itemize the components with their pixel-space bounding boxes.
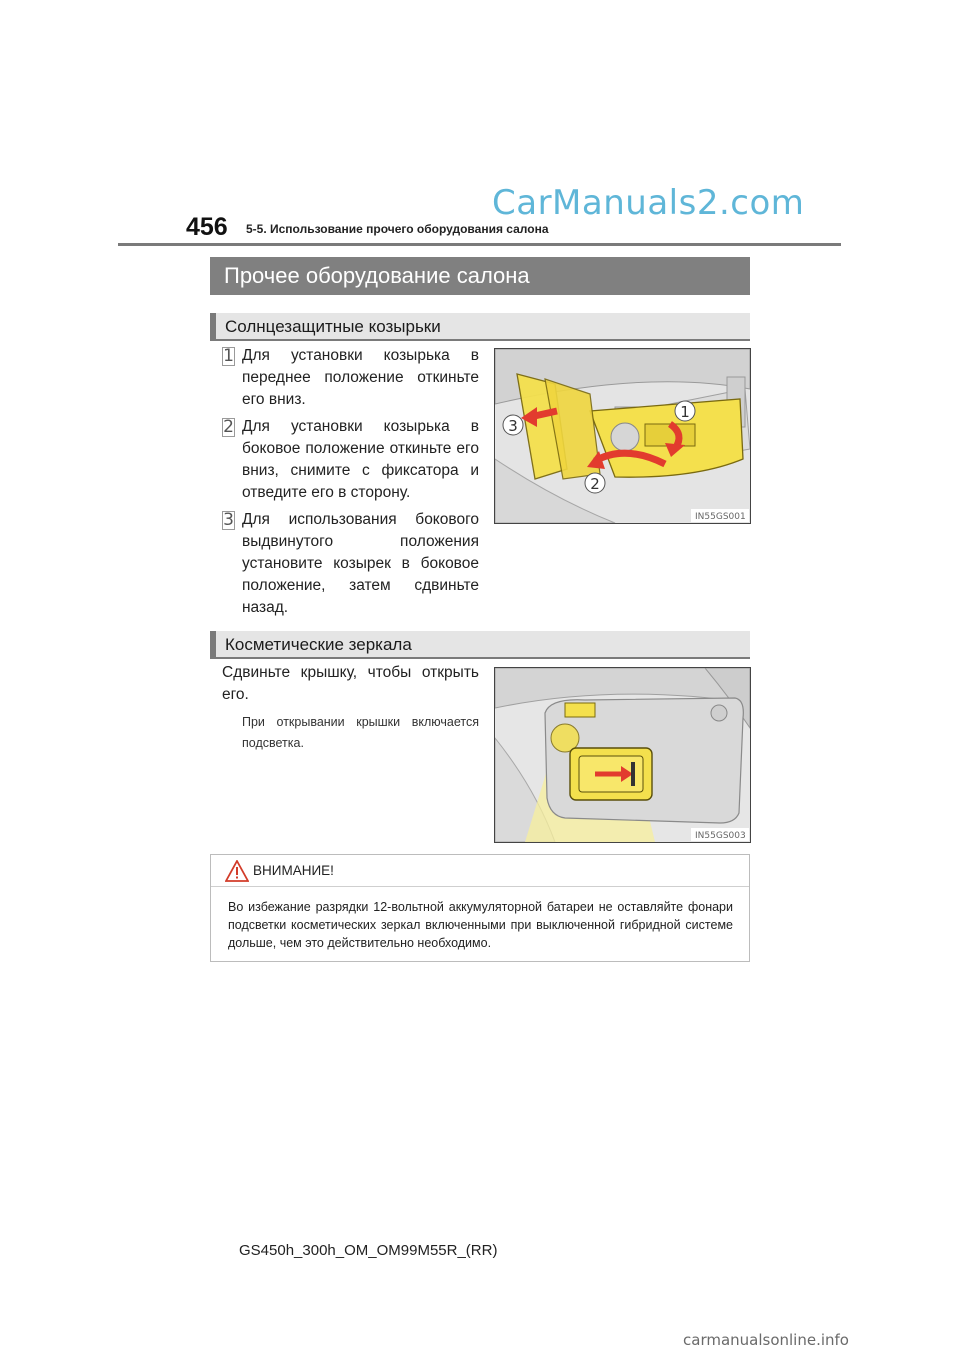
section-title: 5-5. Использование прочего оборудования салона bbox=[246, 222, 549, 236]
caution-label: ВНИМАНИЕ! bbox=[253, 863, 334, 878]
figure-code: IN55GS001 bbox=[695, 512, 746, 522]
step-text: Для установки козырька в переднее положение откиньте его вниз. bbox=[242, 347, 479, 408]
sunvisor-figure bbox=[494, 348, 751, 524]
step-number: 1 bbox=[223, 346, 234, 366]
watermark-bottom: carmanualsonline.info bbox=[683, 1331, 849, 1349]
subheading-sunvisors-label: Солнцезащитные козырьки bbox=[225, 317, 441, 336]
step-number: 2 bbox=[223, 417, 234, 437]
watermark-top: CarManuals2.com bbox=[492, 183, 805, 223]
caution-text: Во избежание разрядки 12-вольтной аккумуляторной батареи не оставляйте фонари подсветки косметических зеркал включенными при выключенной гибридной системе дольше, чем это действительно необходимо. bbox=[228, 900, 733, 950]
callout-3: 3 bbox=[508, 417, 518, 435]
page-number: 456 bbox=[186, 213, 228, 241]
mirror-note: При открывании крышки включается подсветка. bbox=[242, 715, 479, 750]
sunvisor-illustration bbox=[495, 349, 750, 523]
caution-divider bbox=[211, 886, 749, 887]
callout-2: 2 bbox=[590, 475, 600, 493]
mirror-text: Сдвиньте крышку, чтобы открыть его. bbox=[222, 664, 479, 703]
step-text: Для использования бокового выдвинутого положения установите козырек в боковое положение, затем сдвиньте назад. bbox=[242, 511, 479, 616]
subheading-bar bbox=[210, 631, 216, 657]
caution-header bbox=[211, 855, 749, 885]
mirror-figure bbox=[494, 667, 751, 843]
warning-triangle-icon bbox=[225, 860, 249, 882]
header-divider bbox=[118, 243, 841, 246]
manual-code: GS450h_300h_OM_OM99M55R_(RR) bbox=[239, 1242, 498, 1259]
subheading-bar bbox=[210, 313, 216, 339]
callout-1: 1 bbox=[680, 403, 690, 421]
mirror-illustration bbox=[495, 668, 750, 842]
subheading-sunvisors bbox=[210, 313, 750, 341]
step-number: 3 bbox=[223, 510, 234, 530]
caution-box bbox=[210, 854, 750, 962]
main-title: Прочее оборудование салона bbox=[210, 257, 750, 295]
subheading-mirrors-label: Косметические зеркала bbox=[225, 635, 412, 654]
figure-code: IN55GS003 bbox=[695, 831, 746, 841]
step-text: Для установки козырька в боковое положение откиньте его вниз, снимите с фиксатора и отведите его в сторону. bbox=[242, 418, 479, 501]
subheading-mirrors bbox=[210, 631, 750, 659]
